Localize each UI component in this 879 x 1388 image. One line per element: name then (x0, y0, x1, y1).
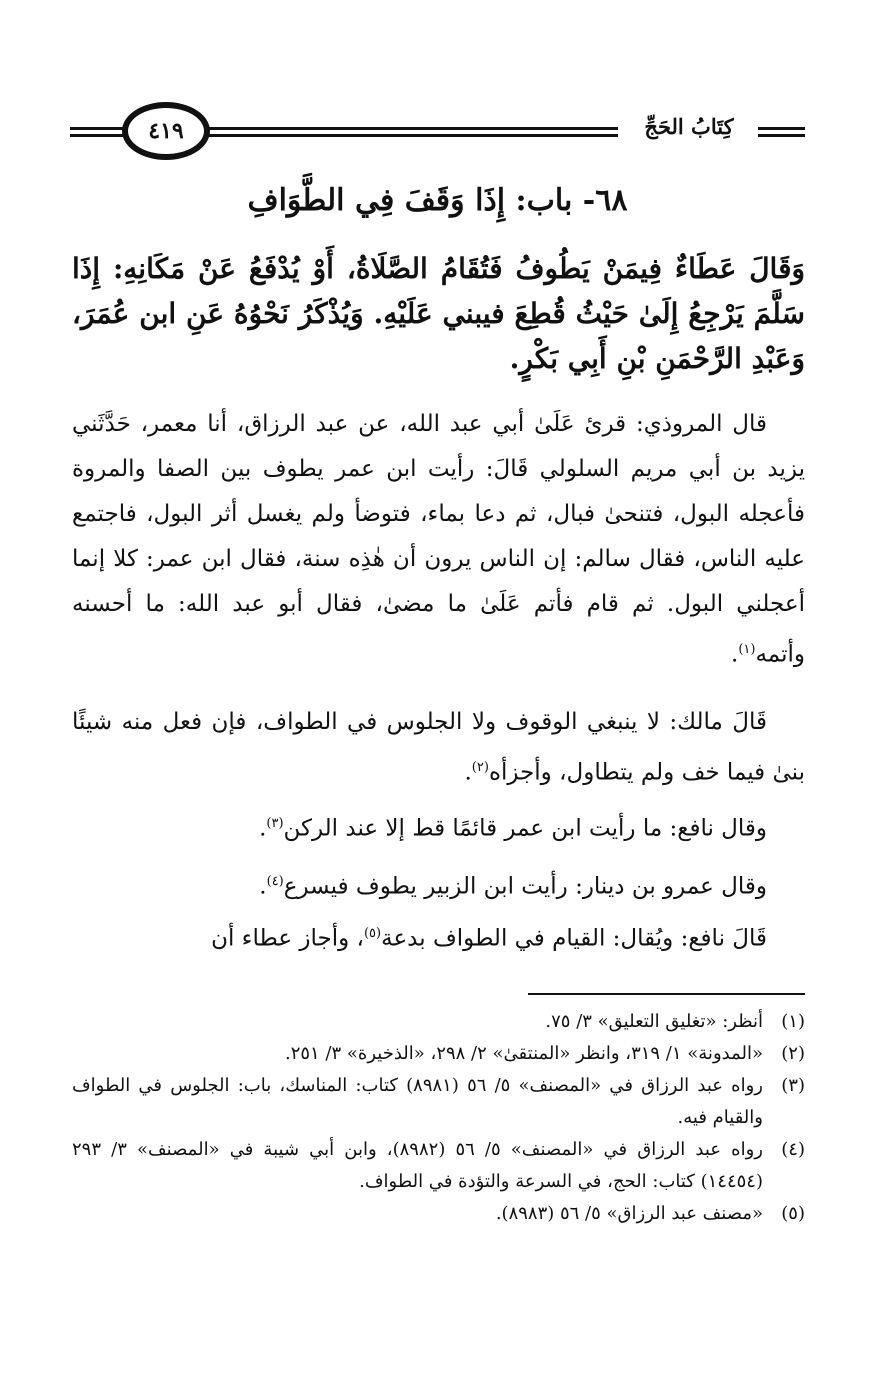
paragraph-text: قال المروذي: قرئ عَلَىٰ أبي عبد الله، عن عبد الرزاق، أنا معمر، حَدَّثَني يزيد بن أبي مريم السلولي قَالَ: رأيت ابن عمر يطوف بين الصفا والمروة فأعجله البول، فتنحىٰ فبال، ثم دعا بماء، فتوضأ ولم يغسل أثر البول، فاجتمع عليه الناس، فقال سالم: إن الناس يرون أن هٰذِه سنة، فقال ابن عمر: كلا إنما أعجلني البول. ثم قام فأتم عَلَىٰ ما مضىٰ، فقال أبو عبد الله: ما أحسنه وأتمه (72, 411, 805, 668)
body-paragraph-5 (72, 912, 805, 961)
quote-paragraph: وَقَالَ عَطَاءٌ فِيمَنْ يَطُوفُ فَتُقَامُ الصَّلَاةُ، أَوْ يُدْفَعُ عَنْ مَكَانِهِ: إِذَا سَلَّمَ يَرْجِعُ إِلَىٰ حَيْثُ قُطِعَ فيبني عَلَيْهِ. وَيُذْكَرُ نَحْوُهُ عَنِ ابن عُمَرَ، وَعَبْدِ الرَّحْمَنِ بْنِ أَبِي بَكْرٍ. (72, 252, 805, 375)
body-paragraph-1 (72, 402, 805, 678)
body-paragraph-3 (72, 802, 805, 851)
footnote-ref: (١) (738, 642, 756, 657)
footnote-3 (72, 1070, 805, 1134)
paragraph-text: قَالَ نافع: ويُقال: القيام في الطواف بدعة (381, 925, 767, 952)
footnote-ref: (٣) (266, 816, 284, 831)
book-title: كِتَابُ الحَجِّ (644, 114, 734, 139)
body-paragraph-2 (72, 700, 805, 796)
page-number: ٤١٩ (122, 102, 210, 160)
paragraph-end: . (731, 641, 739, 668)
page-header (70, 98, 805, 166)
paragraph-end: . (259, 873, 267, 900)
paragraph-text: وقال عمرو بن دينار: رأيت ابن الزبير يطوف فيسرع (283, 873, 767, 900)
paragraph-text: قَالَ مالك: لا ينبغي الوقوف ولا الجلوس في الطواف، فإن فعل منه شيئًا بنىٰ فيما خف ولم يتطاول، وأجزأه (72, 709, 805, 786)
footnote-ref: (٤) (266, 874, 284, 889)
footnote-text: أنظر: «تغليق التعليق» ٣/ ٧٥. (545, 1011, 763, 1032)
footnote-number: (٢) (781, 1043, 805, 1064)
footnote-number: (٤) (781, 1139, 805, 1160)
footnote-text: رواه عبد الرزاق في «المصنف» ٥/ ٥٦ (٨٩٨١) كتاب: المناسك، باب: الجلوس في الطواف والقيام فيه. (72, 1075, 763, 1128)
footnote-separator (528, 993, 805, 995)
header-rule (758, 127, 805, 130)
paragraph-end: . (259, 815, 267, 842)
footnote-text: «مصنف عبد الرزاق» ٥/ ٥٦ (٨٩٨٣). (495, 1203, 763, 1224)
footnote-ref: (٢) (471, 760, 489, 775)
footnote-4 (72, 1134, 805, 1198)
header-rule (198, 134, 618, 137)
footnote-number: (١) (781, 1011, 805, 1032)
header-rule (198, 127, 618, 130)
footnote-text: رواه عبد الرزاق في «المصنف» ٥/ ٥٦ (٨٩٨٢)، وابن أبي شيبة في «المصنف» ٣/ ٢٩٣ (١٤٤٥٤) كتاب: الحج، في السرعة والتؤدة في الطواف. (72, 1139, 763, 1192)
footnotes (72, 1006, 805, 1230)
footnote-text: «المدونة» ١/ ٣١٩، وانظر «المنتقىٰ» ٢/ ٢٩٨، «الذخيرة» ٣/ ٢٥١. (284, 1043, 763, 1064)
footnote-ref: (٥) (363, 926, 382, 941)
footnote-number: (٣) (781, 1075, 805, 1096)
header-rule (758, 134, 805, 137)
paragraph-end: ، وأجاز عطاء أن (211, 925, 364, 952)
paragraph-text: وقال نافع: ما رأيت ابن عمر قائمًا قط إلا عند الركن (283, 815, 767, 842)
footnote-1 (72, 1006, 805, 1038)
chapter-title: ٦٨- باب: إِذَا وَقَفَ فِي الطَّوَافِ (247, 183, 628, 218)
footnote-2 (72, 1038, 805, 1070)
paragraph-end: . (464, 759, 472, 786)
footnote-number: (٥) (781, 1203, 805, 1224)
footnote-5 (72, 1198, 805, 1230)
body-paragraph-4 (72, 860, 805, 909)
